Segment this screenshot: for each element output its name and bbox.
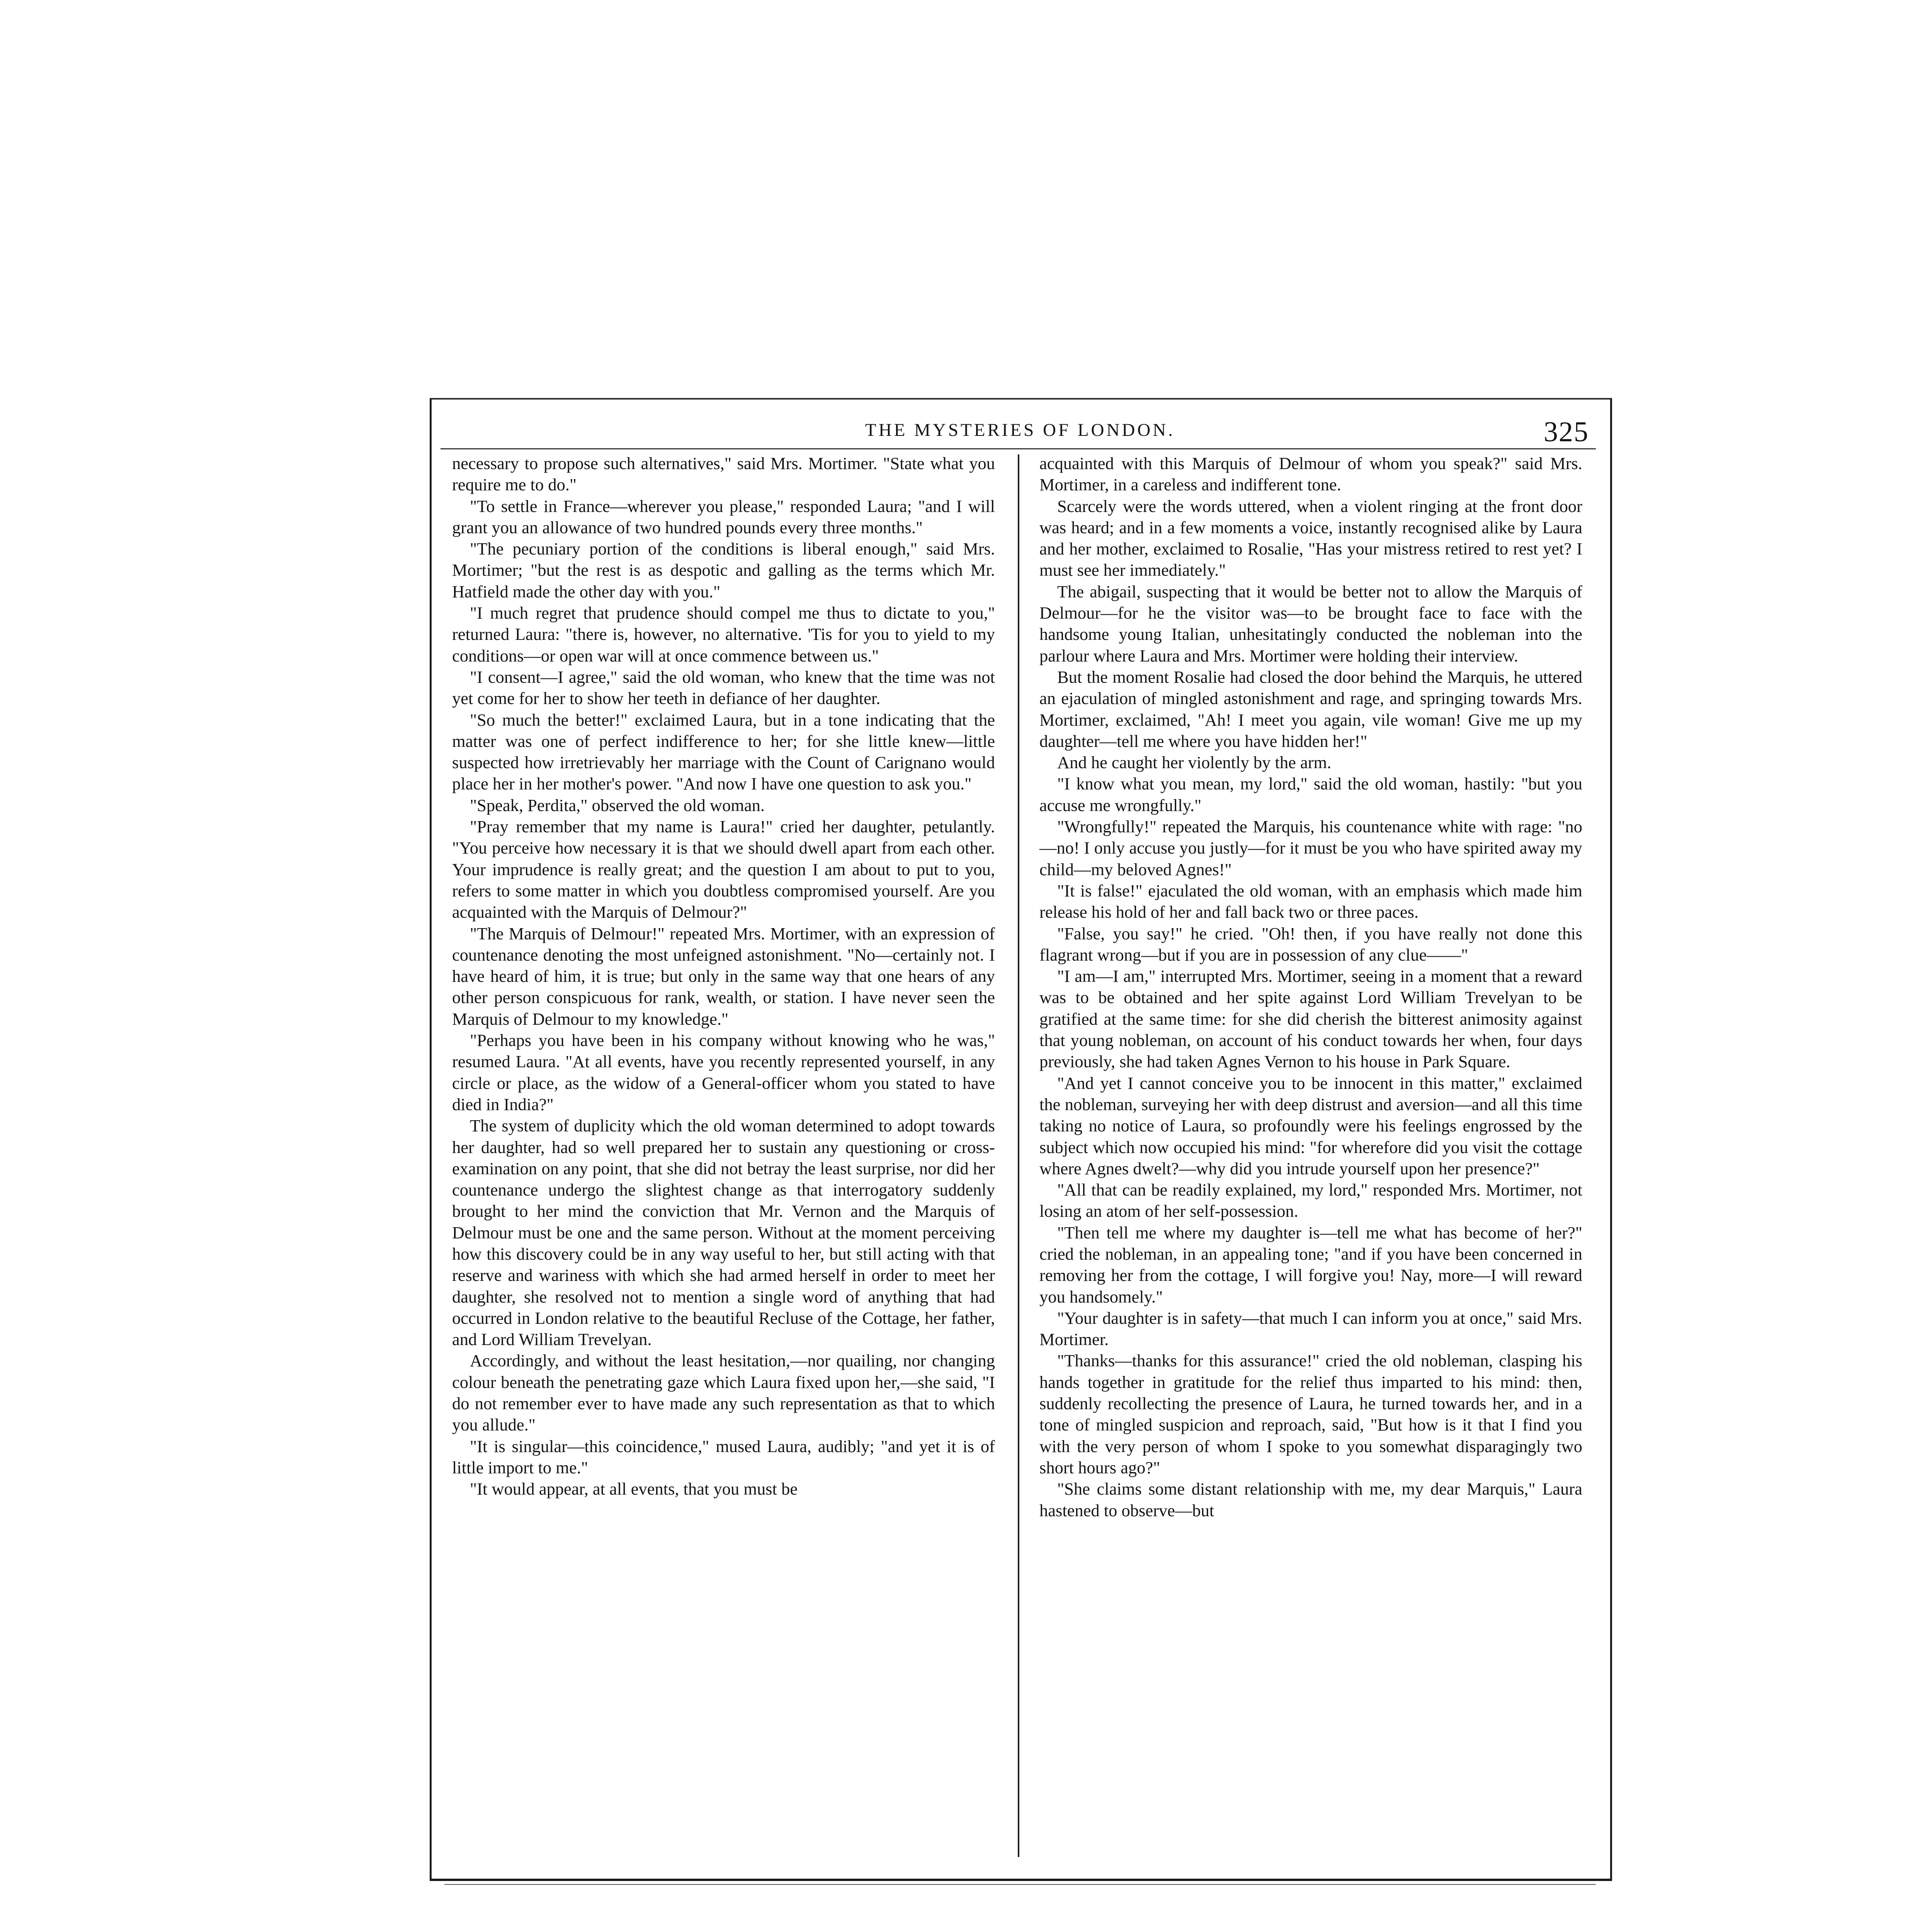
paragraph: "She claims some distant relationship with me, my dear Marquis," Laura hastened to observe—but — [1039, 1479, 1582, 1520]
paragraph: "Then tell me where my daughter is—tell me what has become of her?" cried the nobleman, in an appealing tone; "and if you have been concerned in removing her from the cottage, I will forgive you! Nay, more—I will reward you handsomely." — [1039, 1223, 1582, 1306]
running-title: THE MYSTERIES OF LONDON. — [865, 420, 1175, 440]
paragraph: "It is singular—this coincidence," mused Laura, audibly; "and yet it is of little import to me." — [452, 1436, 995, 1477]
paragraph: "Speak, Perdita," observed the old woman. — [470, 795, 765, 815]
page-number: 325 — [1544, 416, 1589, 448]
paragraph: "Your daughter is in safety—that much I can inform you at once," said Mrs. Mortimer. — [1039, 1308, 1582, 1349]
column-divider — [1018, 454, 1019, 1857]
paragraph: "Pray remember that my name is Laura!" cried her daughter, petulantly. "You perceive how necessary it is that we should dwell apart from each other. Your imprudence is really great; and the question I am about to put to you, refers to some matter in which you doubtless compromised yourself. Are you acquainted with the Marquis of Delmour?" — [452, 817, 995, 922]
paragraph: "Perhaps you have been in his company without knowing who he was," resumed Laura. "At all events, have you recently represented yourself, in any circle or place, as the widow of a General-officer whom you stated to have died in India?" — [452, 1031, 995, 1114]
right-column — [1039, 453, 1582, 1521]
paragraph: "To settle in France—wherever you please," responded Laura; "and I will grant you an allowance of two hundred pounds every three months." — [452, 496, 995, 537]
paragraph: "False, you say!" he cried. "Oh! then, if you have really not done this flagrant wrong—but if you are in possession of any clue——" — [1039, 923, 1582, 964]
paragraph: "I much regret that prudence should compel me thus to dictate to you," returned Laura: "there is, however, no alternative. 'Tis for you to yield to my conditions—or open war will at once commence between us." — [452, 603, 995, 665]
paragraph: "It is false!" ejaculated the old woman, with an emphasis which made him release his hold of her and fall back two or three paces. — [1039, 881, 1582, 922]
running-head — [440, 414, 1600, 448]
left-column — [452, 453, 995, 1500]
paragraph: Scarcely were the words uttered, when a violent ringing at the front door was heard; and in a few moments a voice, instantly recognised alike by Laura and her mother, exclaimed to Rosalie, "Has your mistress retired to rest yet? I must see her immediately." — [1039, 496, 1582, 580]
paragraph: necessary to propose such alternatives," said Mrs. Mortimer. "State what you require me to do." — [452, 454, 995, 495]
footer-rule-thin — [444, 1884, 1596, 1885]
paragraph: "All that can be readily explained, my lord," responded Mrs. Mortimer, not losing an atom of her self-possession. — [1039, 1180, 1582, 1221]
paragraph: "Thanks—thanks for this assurance!" cried the old nobleman, clasping his hands together in gratitude for the relief thus imparted to his mind: then, suddenly recollecting the presence of Laura, he turned towards her, and in a tone of mingled suspicion and reproach, said, "But how is it that I find you with the very person of whom I spoke to you somewhat disparagingly two short hours ago?" — [1039, 1351, 1582, 1477]
paragraph: "And yet I cannot conceive you to be innocent in this matter," exclaimed the nobleman, surveying her with deep distrust and aversion—and all this time taking no notice of Laura, so profoundly were his feelings engrossed by the subject which now occupied his mind: "for wherefore did you visit the cottage where Agnes dwelt?—why did you intrude yourself upon her presence?" — [1039, 1073, 1582, 1178]
paragraph: "I know what you mean, my lord," said the old woman, hastily: "but you accuse me wrongfully." — [1039, 774, 1582, 815]
paragraph: "So much the better!" exclaimed Laura, but in a tone indicating that the matter was one of perfect indifference to her; for she little knew—little suspected how irretrievably her marriage with the Count of Carignano would place her in her mother's power. "And now I have one question to ask you." — [452, 710, 995, 794]
paragraph: The abigail, suspecting that it would be better not to allow the Marquis of Delmour—for he the visitor was—to be brought face to face with the handsome young Italian, unhesitatingly conducted the nobleman into the parlour where Laura and Mrs. Mortimer were holding their interview. — [1039, 582, 1582, 665]
paragraph: "Wrongfully!" repeated the Marquis, his countenance white with rage: "no—no! I only accuse you justly—for it must be you who have spirited away my child—my beloved Agnes!" — [1039, 817, 1582, 879]
paragraph: "It would appear, at all events, that you must be — [470, 1479, 798, 1499]
paragraph: Accordingly, and without the least hesitation,—nor quailing, nor changing colour beneath the penetrating gaze which Laura fixed upon her,—she said, "I do not remember ever to have made any such representation as that to which you allude." — [452, 1351, 995, 1435]
paragraph: "I am—I am," interrupted Mrs. Mortimer, seeing in a moment that a reward was to be obtained and her spite against Lord William Trevelyan to be gratified at the same time: for she did cherish the bitterest animosity against that young nobleman, on account of his conduct towards her when, four days previously, she had taken Agnes Vernon to his house in Park Square. — [1039, 966, 1582, 1071]
paragraph: And he caught her violently by the arm. — [1057, 753, 1332, 772]
paragraph: "I consent—I agree," said the old woman, who knew that the time was not yet come for her to show her teeth in defiance of her daughter. — [452, 667, 995, 708]
paragraph: "The Marquis of Delmour!" repeated Mrs. Mortimer, with an expression of countenance denoting the most unfeigned astonishment. "No—certainly not. I have heard of him, it is true; but only in the same way that one hears of any other person conspicuous for rank, wealth, or station. I have never seen the Marquis of Delmour to my knowledge." — [452, 923, 995, 1029]
paragraph: "The pecuniary portion of the conditions is liberal enough," said Mrs. Mortimer; "but the rest is as despotic and galling as the terms which Mr. Hatfield made the other day with you." — [452, 539, 995, 601]
paragraph: The system of duplicity which the old woman determined to adopt towards her daughter, had so well prepared her to sustain any questioning or cross-examination on any point, that she did not betray the least surprise, nor did her countenance undergo the slightest change as that interrogatory suddenly brought to her mind the conviction that Mr. Vernon and the Marquis of Delmour must be one and the same person. Without at the moment perceiving how this discovery could be in any way useful to her, but still acting with that reserve and wariness with which she had armed herself in order to meet her daughter, she resolved not to mention a single word of anything that had occurred in London relative to the beautiful Recluse of the Cottage, her father, and Lord William Trevelyan. — [452, 1116, 995, 1349]
footer-rule — [430, 1879, 1612, 1881]
paragraph: But the moment Rosalie had closed the door behind the Marquis, he uttered an ejaculation of mingled astonishment and rage, and springing towards Mrs. Mortimer, exclaimed, "Ah! I meet you again, vile woman! Give me up my daughter—tell me where you have hidden her!" — [1039, 667, 1582, 751]
paragraph: acquainted with this Marquis of Delmour of whom you speak?" said Mrs. Mortimer, in a careless and indifferent tone. — [1039, 454, 1582, 495]
header-rule — [440, 448, 1596, 449]
